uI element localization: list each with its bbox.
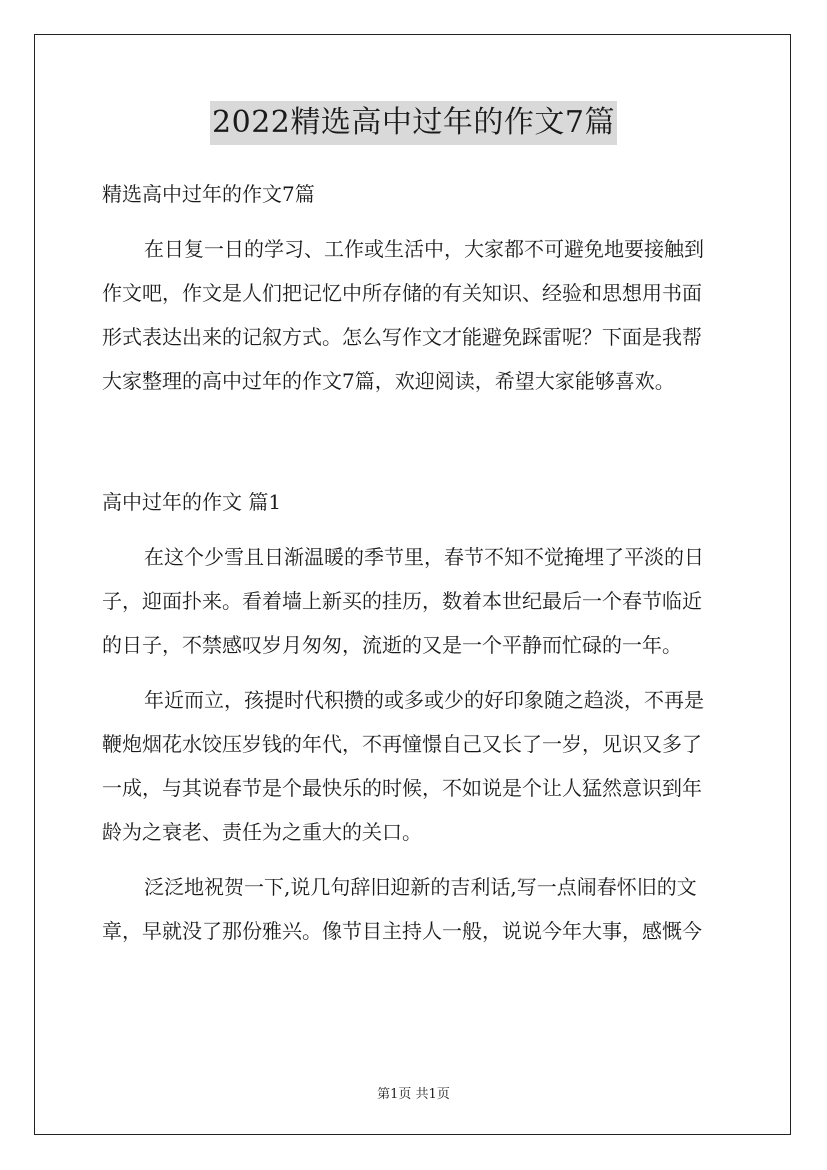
section-paragraph-1 (102, 535, 728, 667)
paragraph-line: 作文吧，作文是人们把记忆中所存储的有关知识、经验和思想用书面 (102, 281, 702, 305)
paragraph-line: 泛泛地祝贺一下,说几句辞旧迎新的吉利话,写一点闹春怀旧的文 (144, 875, 697, 899)
paragraph-line: 鞭炮烟花水饺压岁钱的年代，不再憧憬自己又长了一岁，见识又多了 (102, 732, 702, 756)
paragraph-line: 年近而立，孩提时代积攒的或多或少的好印象随之趋淡，不再是 (144, 688, 704, 712)
paragraph-line: 的日子，不禁感叹岁月匆匆，流逝的又是一个平静而忙碌的一年。 (102, 633, 682, 657)
paragraph-line: 一成，与其说春节是个最快乐的时候，不如说是个让人猛然意识到年 (102, 776, 702, 800)
document-subtitle: 精选高中过年的作文7篇 (102, 182, 315, 206)
paragraph-line: 大家整理的高中过年的作文7篇，欢迎阅读，希望大家能够喜欢。 (102, 369, 675, 393)
document-body (102, 172, 728, 953)
paragraph-line: 章，早就没了那份雅兴。像节目主持人一般，说说今年大事，感慨今 (102, 919, 702, 943)
title-wrap (0, 101, 827, 145)
document-title: 2022精选高中过年的作文7篇 (210, 101, 617, 145)
paragraph-line: 在日复一日的学习、工作或生活中，大家都不可避免地要接触到 (144, 237, 704, 261)
intro-paragraph (102, 227, 728, 403)
paragraph-line: 龄为之衰老、责任为之重大的关口。 (102, 820, 422, 844)
paragraph-line: 在这个少雪且日渐温暖的季节里，春节不知不觉掩埋了平淡的日 (144, 545, 704, 569)
section-paragraph-3 (102, 865, 728, 953)
paragraph-line: 形式表达出来的记叙方式。怎么写作文才能避免踩雷呢？下面是我帮 (102, 325, 702, 349)
section-heading: 高中过年的作文 篇1 (102, 490, 282, 514)
paragraph-line: 子，迎面扑来。看着墙上新买的挂历，数着本世纪最后一个春节临近 (102, 589, 702, 613)
section-paragraph-2 (102, 678, 728, 854)
page-footer: 第1页 共1页 (377, 1087, 450, 1102)
